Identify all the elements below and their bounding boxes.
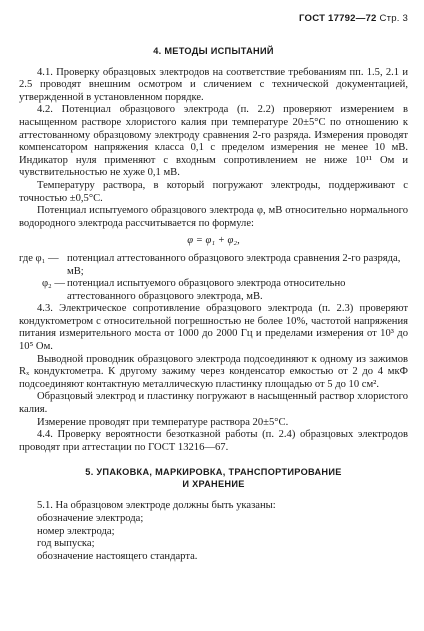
section-5-title-line-2: И ХРАНЕНИЕ [182,479,245,490]
potential-formula: φ = φ₁ + φ₂, [187,235,240,247]
paragraph-lead-wire: Выводной проводник образцового электрода подсоединяют к одному из зажимов Rₓ кондуктометра. К другому зажиму через конденсатор емкостью от 2 до 4 мкФ подсоединяют контактную металлическую пластинку площадью от 5 до 10 см². [19,353,408,390]
running-header [19,13,408,26]
paragraph-5-1: 5.1. На образцовом электроде должны быть указаны: [37,500,276,512]
paragraph-immersion: Образцовый электрод и пластинку погружают в насыщенный раствор хлористого калия. [19,391,408,416]
section-5-title-line-1: 5. УПАКОВКА, МАРКИРОВКА, ТРАНСПОРТИРОВАНИЕ [85,467,342,478]
paragraph-temperature: Температуру раствора, в который погружают электроды, поддерживают с точностью ±0,5°С. [19,179,408,204]
legend-phi1-label: где φ₁ — [19,252,59,264]
legend-phi2-label: φ₂ — [41,278,65,290]
formula-legend-phi1 [19,253,408,278]
list-item: обозначение электрода; [37,513,144,524]
paragraph-measurement: Измерение проводят при температуре раствора 20±5°С. [37,416,289,428]
paragraph-4-1: 4.1. Проверку образцовых электродов на соответствие требованиям пп. 1.5, 2.1 и 2.5 проводят внешним осмотром и сличением с технической документацией, утвержденной в установленном порядке. [19,66,408,103]
section-4-title: 4. МЕТОДЫ ИСПЫТАНИЙ [153,45,274,56]
page-number: Стр. 3 [379,13,408,24]
section-5-title [19,466,408,490]
paragraph-4-2: 4.2. Потенциал образцового электрода (п. 2.2) проверяют измерением в насыщенном растворе хлористого калия при температуре 20±5°С по отношению к аттестованному образцовому электроду сравнения 2-го разряда. Измерения проводят компенсатором напряжения класса 0,1 с пределом измерения не менее 10 мВ. Индикатор нуля применяют с входным сопротивлением не ниже 10¹¹ Ом и чувствительностью не хуже 0,1 мВ. [19,104,408,179]
legend-phi1-text: потенциал аттестованного образцового электрода сравнения 2-го разряда, мВ; [67,252,401,277]
list-item: обозначение настоящего стандарта. [37,550,198,562]
list-item: номер электрода; [37,525,115,537]
paragraph-potential: Потенциал испытуемого образцового электрода φ, мВ относительно нормального водородного электрода рассчитывается по формуле: [19,205,408,229]
paragraph-4-3: 4.3. Электрическое сопротивление образцового электрода (п. 2.3) проверяют кондуктометром с относительной погрешностью не более 10%, частотой напряжения питания измерительного моста от 1000 до 2000 Гц и пределами измерения от 10³ до 10⁵ Ом. [19,303,408,353]
paragraph-4-4: 4.4. Проверку вероятности безотказной работы (п. 2.4) образцовых электродов проводят при аттестации по ГОСТ 13216—67. [19,429,408,453]
formula-legend-phi2 [19,278,408,303]
list-item: год выпуска; [37,538,95,550]
standard-number: ГОСТ 17792—72 [299,13,377,24]
legend-phi2-text: потенциал испытуемого образцового электрода относительно аттестованного образцового электрода, мВ. [67,278,346,302]
